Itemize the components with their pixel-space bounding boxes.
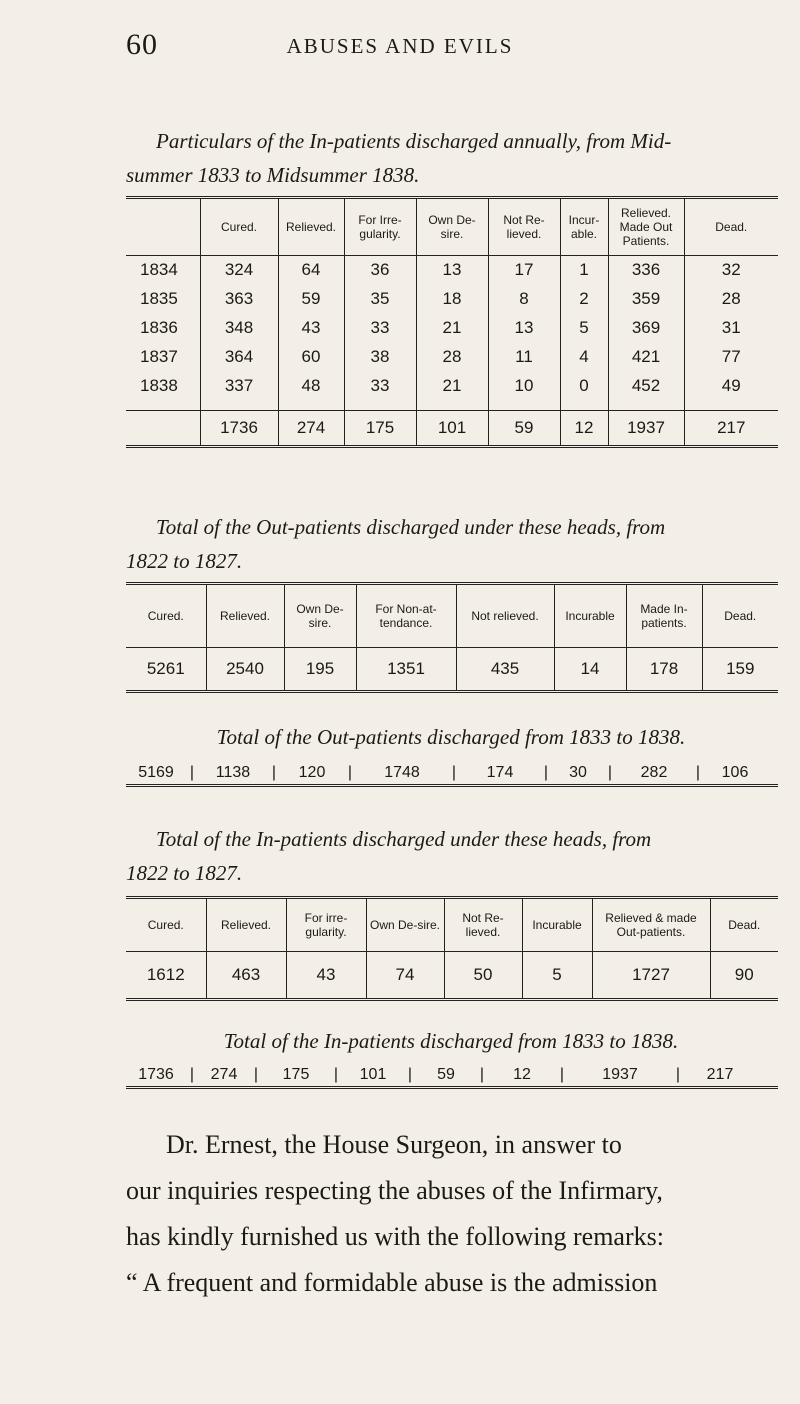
table-cell: 336 xyxy=(608,256,684,285)
table-cell: 18 xyxy=(416,285,488,314)
total-value: 120 xyxy=(298,764,326,781)
table-header-cell: Incurable xyxy=(554,584,626,648)
separator: | xyxy=(407,1066,413,1083)
table-header-cell: For Irre-gularity. xyxy=(344,198,416,256)
table2-values-row xyxy=(126,648,778,692)
spacer-cell xyxy=(278,401,344,411)
separator: | xyxy=(675,1066,681,1083)
separator: | xyxy=(695,764,701,781)
table-cell: 8 xyxy=(488,285,560,314)
total-cell: 274 xyxy=(278,411,344,447)
table-cell: 35 xyxy=(344,285,416,314)
total-cell: 101 xyxy=(416,411,488,447)
inpatients-annual-table xyxy=(126,196,778,448)
total-out-values-line xyxy=(126,764,778,787)
total-value: 59 xyxy=(437,1066,455,1083)
table-cell: 0 xyxy=(560,372,608,401)
table-cell: 43 xyxy=(286,952,366,1000)
table-cell: 59 xyxy=(278,285,344,314)
table-header-cell: Own De-sire. xyxy=(366,898,444,952)
table-header-cell: Made In-patients. xyxy=(626,584,702,648)
separator: | xyxy=(543,764,549,781)
table-header-cell: Cured. xyxy=(200,198,278,256)
body-line: has kindly furnished us with the following remarks: xyxy=(126,1222,664,1251)
table-header-cell: Dead. xyxy=(684,198,778,256)
table-header-cell: Not Re-lieved. xyxy=(444,898,522,952)
table1-header-row xyxy=(126,198,778,256)
total-value: 274 xyxy=(210,1066,238,1083)
table-spacer-row xyxy=(126,401,778,411)
year-cell: 1834 xyxy=(140,260,178,280)
spacer-cell xyxy=(560,401,608,411)
separator: | xyxy=(347,764,353,781)
table3-caption-line2: 1822 to 1827. xyxy=(126,861,243,885)
table-cell: 5 xyxy=(522,952,592,1000)
table-cell: 178 xyxy=(626,648,702,692)
table-header-cell: Not relieved. xyxy=(456,584,554,648)
table-header-cell: Cured. xyxy=(147,609,184,623)
table-cell: 195 xyxy=(284,648,356,692)
table-cell: 359 xyxy=(608,285,684,314)
running-head-title: ABUSES AND EVILS xyxy=(286,34,514,58)
separator: | xyxy=(607,764,613,781)
table-header-cell: Own De-sire. xyxy=(416,198,488,256)
table-cell: 2 xyxy=(560,285,608,314)
table-header-cell: For Non-at-tendance. xyxy=(356,584,456,648)
table-cell: 32 xyxy=(684,256,778,285)
table-cell: 363 xyxy=(200,285,278,314)
year-cell: 1837 xyxy=(140,347,178,366)
spacer-cell xyxy=(608,401,684,411)
table-cell: 369 xyxy=(608,314,684,343)
table-header-cell: Dead. xyxy=(702,584,778,648)
year-cell: 1836 xyxy=(140,318,178,337)
table-cell: 21 xyxy=(416,314,488,343)
separator: | xyxy=(559,1066,565,1083)
table1-caption-line2: summer 1833 to Midsummer 1838. xyxy=(126,163,420,187)
total-cell: 12 xyxy=(560,411,608,447)
total-out-caption: Total of the Out-patients discharged from 1833 to 1838. xyxy=(216,725,686,749)
spacer-cell xyxy=(488,401,560,411)
table-header-cell: Not Re-lieved. xyxy=(488,198,560,256)
table-cell: 33 xyxy=(344,372,416,401)
table-cell: 5 xyxy=(560,314,608,343)
table-row xyxy=(126,372,778,401)
table-header-cell: For irre-gularity. xyxy=(286,898,366,952)
body-paragraph xyxy=(126,1122,780,1306)
table1-caption xyxy=(126,124,776,192)
table-cell: 452 xyxy=(608,372,684,401)
table-cell: 1727 xyxy=(592,952,710,1000)
table-cell: 1351 xyxy=(356,648,456,692)
table-cell: 43 xyxy=(278,314,344,343)
table1-caption-line1: Particulars of the In-patients discharged annually, from Mid- xyxy=(156,129,672,153)
table-header-cell: Relieved & made Out-patients. xyxy=(592,898,710,952)
total-cell: 1736 xyxy=(200,411,278,447)
total-in-caption: Total of the In-patients discharged from 1833 to 1838. xyxy=(223,1029,679,1053)
outpatients-1822-1827-table xyxy=(126,582,778,693)
table-cell: 5261 xyxy=(146,659,185,678)
table-cell: 364 xyxy=(200,343,278,372)
table-cell: 1612 xyxy=(146,965,185,984)
table-row xyxy=(126,256,778,285)
table-header-cell: Relieved. xyxy=(206,898,286,952)
table3-caption xyxy=(126,822,776,890)
table-cell: 50 xyxy=(444,952,522,1000)
table-cell: 38 xyxy=(344,343,416,372)
table-cell: 463 xyxy=(206,952,286,1000)
total-value: 1138 xyxy=(215,764,251,781)
table-header-cell: Own De-sire. xyxy=(284,584,356,648)
total-value: 217 xyxy=(706,1066,734,1083)
table-cell: 60 xyxy=(278,343,344,372)
table-cell: 13 xyxy=(416,256,488,285)
total-cell: 1937 xyxy=(608,411,684,447)
total-value: 106 xyxy=(721,764,749,781)
total-in-values-line xyxy=(126,1066,778,1089)
table-header-cell: Relieved. xyxy=(206,584,284,648)
inpatients-1822-1827-table xyxy=(126,896,778,1001)
table-cell: 49 xyxy=(684,372,778,401)
table-cell: 31 xyxy=(684,314,778,343)
table-cell: 64 xyxy=(278,256,344,285)
total-value: 101 xyxy=(359,1066,387,1083)
separator: | xyxy=(479,1066,485,1083)
table-header-cell: Cured. xyxy=(147,918,184,932)
table-row xyxy=(126,285,778,314)
table-cell: 36 xyxy=(344,256,416,285)
page-number: 60 xyxy=(126,28,158,61)
total-value: 175 xyxy=(282,1066,310,1083)
total-cell: 59 xyxy=(488,411,560,447)
table-header-cell: Relieved. Made Out Patients. xyxy=(608,198,684,256)
table-row xyxy=(126,314,778,343)
total-cell xyxy=(126,411,200,447)
table-cell: 17 xyxy=(488,256,560,285)
separator: | xyxy=(253,1066,259,1083)
table-cell: 159 xyxy=(702,648,778,692)
table-cell: 435 xyxy=(456,648,554,692)
table-header-cell: Dead. xyxy=(710,898,778,952)
table-header-cell: Incur-able. xyxy=(560,198,608,256)
total-value: 174 xyxy=(486,764,514,781)
body-line: “ A frequent and formidable abuse is the admission xyxy=(126,1268,658,1297)
table-cell: 21 xyxy=(416,372,488,401)
total-value: 1937 xyxy=(602,1066,638,1083)
total-value: 282 xyxy=(640,764,668,781)
total-value: 12 xyxy=(513,1066,531,1083)
table-cell: 421 xyxy=(608,343,684,372)
separator: | xyxy=(333,1066,339,1083)
table-cell: 14 xyxy=(554,648,626,692)
table-row xyxy=(126,343,778,372)
table-cell: 337 xyxy=(200,372,278,401)
running-header xyxy=(0,28,800,68)
body-line: our inquiries respecting the abuses of the Infirmary, xyxy=(126,1176,663,1205)
table-header-cell xyxy=(126,198,200,256)
table-cell: 1 xyxy=(560,256,608,285)
table-cell: 13 xyxy=(488,314,560,343)
total-cell: 217 xyxy=(684,411,778,447)
table-cell: 77 xyxy=(684,343,778,372)
table-cell: 348 xyxy=(200,314,278,343)
total-value: 1736 xyxy=(138,1066,174,1083)
table-cell: 2540 xyxy=(206,648,284,692)
year-cell: 1838 xyxy=(140,376,178,395)
year-cell: 1835 xyxy=(140,289,178,308)
table-cell: 74 xyxy=(366,952,444,1000)
body-line: Dr. Ernest, the House Surgeon, in answer to xyxy=(166,1130,622,1159)
table-cell: 4 xyxy=(560,343,608,372)
table-header-cell: Incurable xyxy=(522,898,592,952)
total-value: 30 xyxy=(569,764,587,781)
table1-totals-row xyxy=(126,411,778,447)
table1-body xyxy=(126,256,778,411)
separator: | xyxy=(189,764,195,781)
table-cell: 10 xyxy=(488,372,560,401)
spacer-cell xyxy=(126,401,200,411)
table3-values-row xyxy=(126,952,778,1000)
separator: | xyxy=(451,764,457,781)
table-cell: 28 xyxy=(416,343,488,372)
table2-caption-line2: 1822 to 1827. xyxy=(126,549,243,573)
table-cell: 11 xyxy=(488,343,560,372)
table-cell: 48 xyxy=(278,372,344,401)
spacer-cell xyxy=(200,401,278,411)
table-cell: 33 xyxy=(344,314,416,343)
table3-caption-line1: Total of the In-patients discharged under these heads, from xyxy=(156,827,652,851)
total-value: 5169 xyxy=(138,764,174,781)
table2-header-row xyxy=(126,584,778,648)
spacer-cell xyxy=(684,401,778,411)
table3-header-row xyxy=(126,898,778,952)
spacer-cell xyxy=(344,401,416,411)
table-cell: 324 xyxy=(200,256,278,285)
table-cell: 28 xyxy=(684,285,778,314)
separator: | xyxy=(271,764,277,781)
table2-caption xyxy=(126,510,776,578)
total-cell: 175 xyxy=(344,411,416,447)
total-value: 1748 xyxy=(384,764,420,781)
separator: | xyxy=(189,1066,195,1083)
table-header-cell: Relieved. xyxy=(278,198,344,256)
spacer-cell xyxy=(416,401,488,411)
table2-caption-line1: Total of the Out-patients discharged under these heads, from xyxy=(156,515,666,539)
table-cell: 90 xyxy=(710,952,778,1000)
